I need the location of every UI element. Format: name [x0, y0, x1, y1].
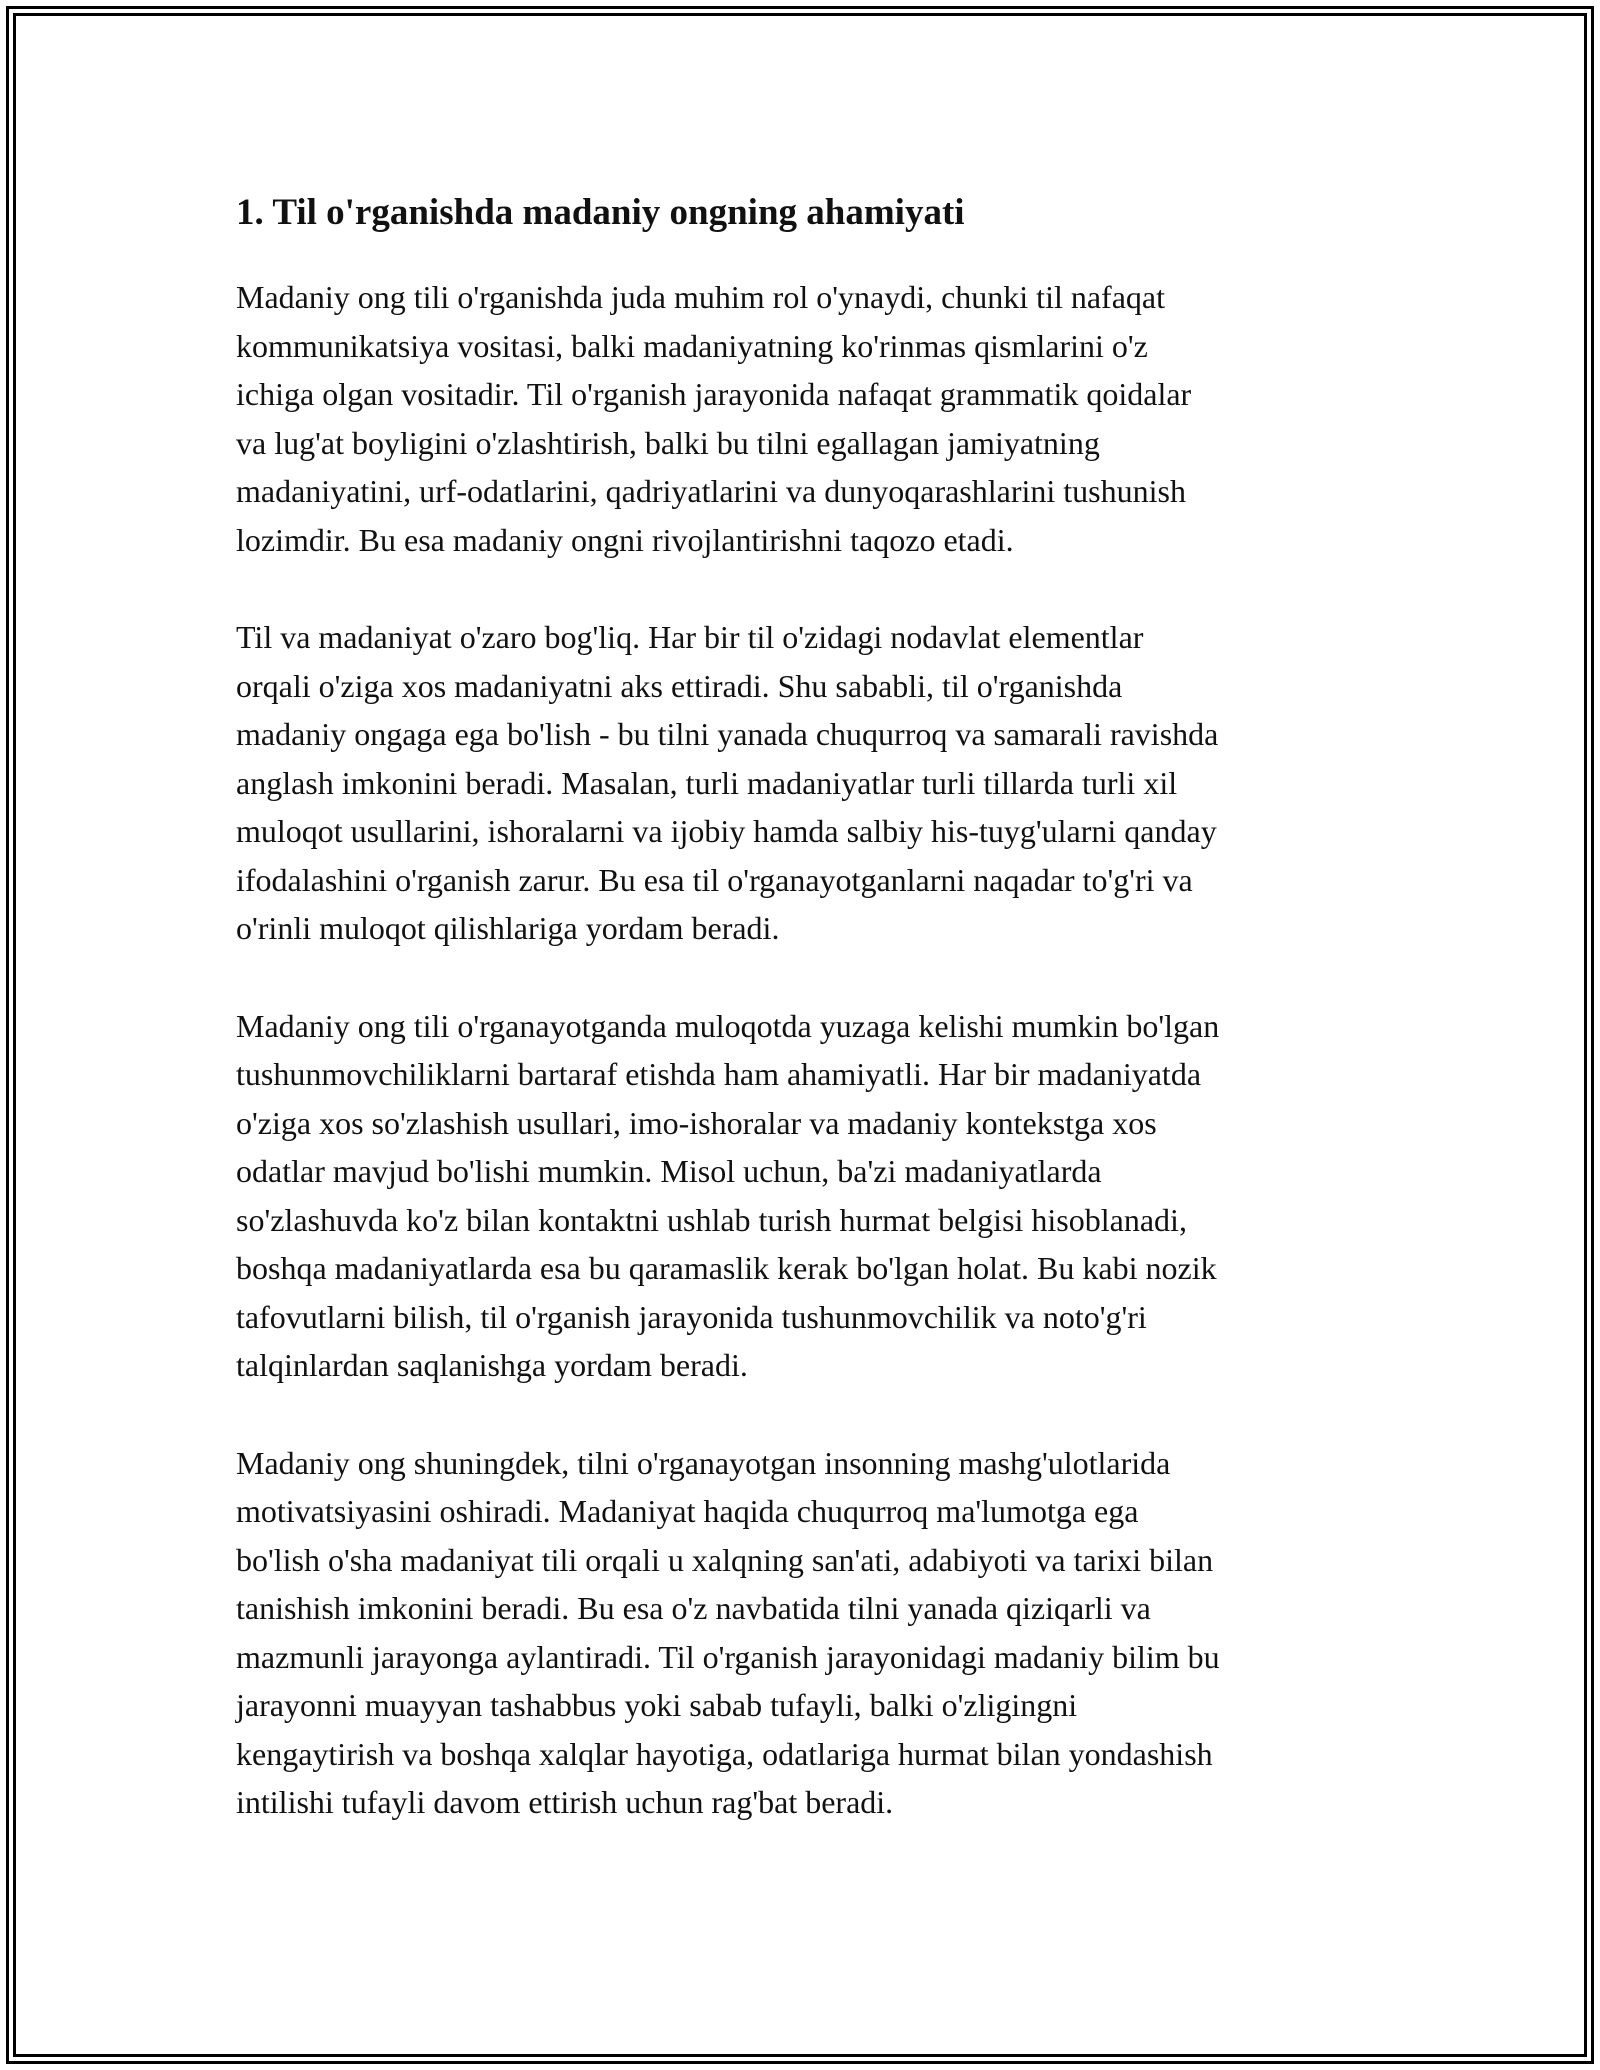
- paragraph-1: Madaniy ong tili o'rganishda juda muhim rol o'ynaydi, chunki til nafaqat kommunikatsiya vositasi, balki madaniyatning ko'rinmas qismlarini o'z ichiga olgan vositadir. Til o'rganish jarayonida nafaqat grammatik qoidalar va lug'at boyligini o'zlashtirish, balki bu tilni egallagan jamiyatning madaniyatini, urf-odatlarini, qadriyatlarini va dunyoqarashlarini tushunish lozimdir. Bu esa madaniy ongni rivojlantirishni taqozo etadi.: [236, 279, 1192, 558]
- paragraph-2: Til va madaniyat o'zaro bog'liq. Har bir til o'zidagi nodavlat elementlar orqali o'ziga xos madaniyatni aks ettiradi. Shu sababli, til o'rganishda madaniy ongaga ega bo'lish - bu tilni yanada chuqurroq va samarali ravishda anglash imkonini beradi. Masalan, turli madaniyatlar turli tillarda turli xil muloqot usullarini, ishoralarni va ijobiy hamda salbiy his-tuyg'ularni qanday ifodalashini o'rganish zarur. Bu esa til o'rganayotganlarni naqadar to'g'ri va o'rinli muloqot qilishlariga yordam beradi.: [236, 619, 1219, 946]
- paragraph-3: Madaniy ong tili o'rganayotganda muloqotda yuzaga kelishi mumkin bo'lgan tushunmovchiliklarni bartaraf etishda ham ahamiyatli. Har bir madaniyatda o'ziga xos so'zlashish usullari, imo-ishoralar va madaniy kontekstga xos odatlar mavjud bo'lishi mumkin. Misol uchun, ba'zi madaniyatlarda so'zlashuvda ko'z bilan kontaktni ushlab turish hurmat belgisi hisoblanadi, boshqa madaniyatlarda esa bu qaramaslik kerak bo'lgan holat. Bu kabi nozik tafovutlarni bilish, til o'rganish jarayonida tushunmovchilik va noto'g'ri talqinlardan saqlanishga yordam beradi.: [236, 1007, 1220, 1383]
- document-body: [236, 185, 1376, 1876]
- section-heading: 1. Til o'rganishda madaniy ongning ahamiyati: [236, 192, 965, 233]
- paragraph-4: Madaniy ong shuningdek, tilni o'rganayotgan insonning mashg'ulotlarida motivatsiyasini oshiradi. Madaniyat haqida chuqurroq ma'lumotga ega bo'lish o'sha madaniyat tili orqali u xalqning san'ati, adabiyoti va tarixi bilan tanishish imkonini beradi. Bu esa o'z navbatida tilni yanada qiziqarli va mazmunli jarayonga aylantiradi. Til o'rganish jarayonidagi madaniy bilim bu jarayonni muayyan tashabbus yoki sabab tufayli, balki o'zligingni kengaytirish va boshqa xalqlar hayotiga, odatlariga hurmat bilan yondashish intilishi tufayli davom ettirish uchun rag'bat beradi.: [236, 1444, 1220, 1820]
